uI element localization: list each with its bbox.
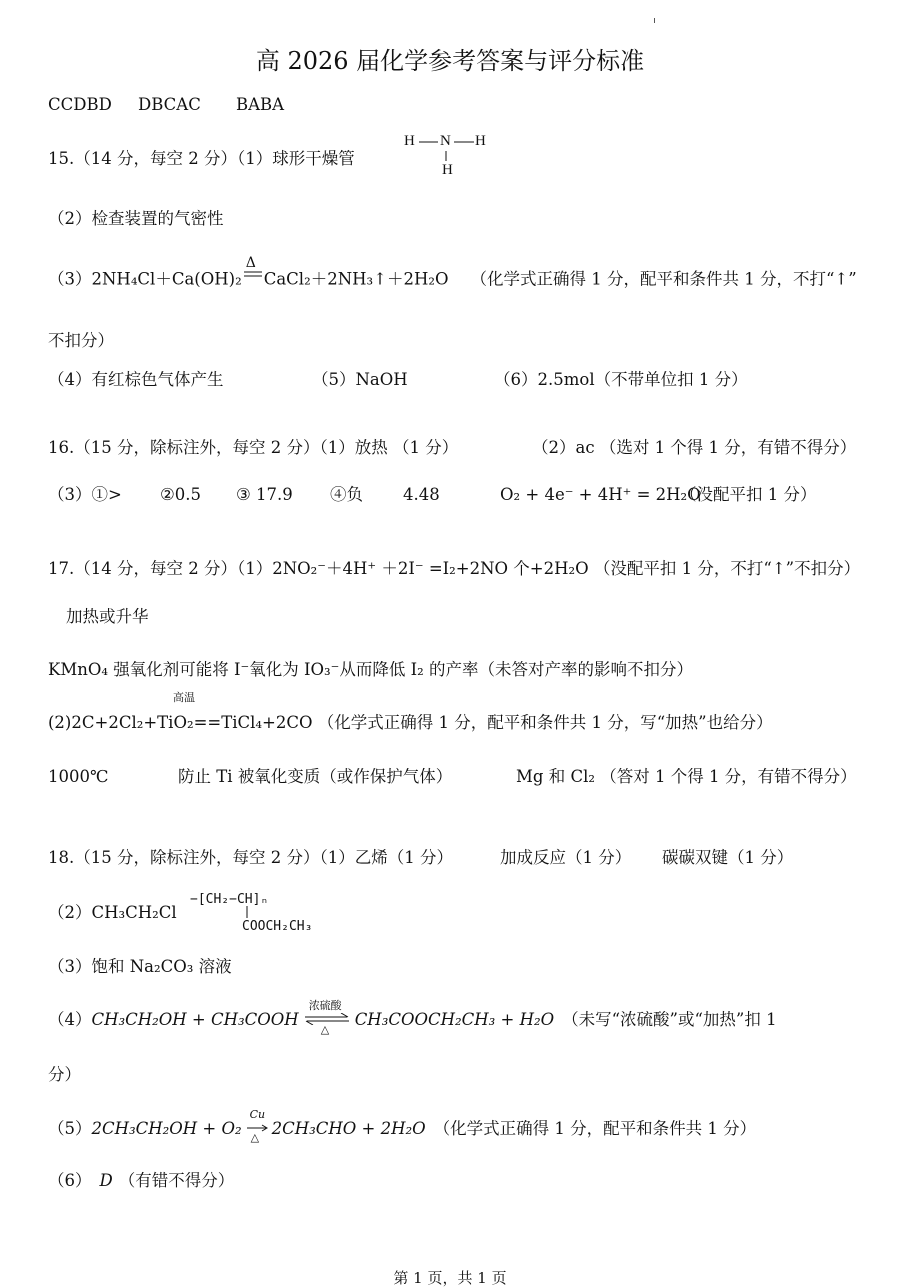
- q18-p4-eq-left: CH₃CH₂OH + CH₃COOH: [91, 1010, 299, 1029]
- q15-header: 15.（14 分，每空 2 分）（1）球形干燥管: [48, 149, 355, 168]
- q16-part3-3: ③ 17.9: [236, 485, 293, 504]
- q18-part3: （3）饱和 Na₂CO₃ 溶液: [48, 957, 232, 976]
- page-footer: 第 1 页，共 1 页: [393, 1269, 507, 1287]
- polymer-branch-bond: [244, 906, 250, 920]
- q17-header: 17.（14 分，每空 2 分）（1）2NO₂⁻＋4H⁺ ＋2I⁻ =I₂+2NO 个+2H₂O （没配平扣 1 分，不打“↑”不扣分）: [48, 559, 861, 578]
- q18-part4-note: 分）: [48, 1065, 81, 1084]
- q16-part3-4: ④负: [330, 485, 363, 504]
- q18-p4-note: （未写“浓硫酸”或“加热”扣 1: [562, 1010, 777, 1029]
- q18-p5-eq-right: 2CH₃CHO + 2H₂O: [271, 1119, 426, 1138]
- heat-condition: Δ: [245, 255, 256, 271]
- q17-part1-c: KMnO₄ 强氧化剂可能将 I⁻氧化为 IO₃⁻从而降低 I₂ 的产率（未答对产率的影响不扣分）: [48, 660, 693, 679]
- q17-part3-a: 1000℃: [48, 767, 109, 786]
- q18-p6-answer: D: [99, 1171, 113, 1190]
- q15-part4: （4）有红棕色气体产生: [48, 370, 224, 389]
- q15-eq-note: （化学式正确得 1 分，配平和条件共 1 分，不打“↑”: [470, 269, 857, 289]
- q18-p5-cond-top: Cu: [249, 1107, 266, 1121]
- q18-part4: [48, 998, 777, 1036]
- choice-answers-3: BABA: [236, 95, 285, 114]
- q18-part1-c: 碳碳双键（1 分）: [662, 848, 794, 867]
- q18-part2: （2）CH₃CH₂Cl: [48, 903, 177, 922]
- q16-part3-1: （3）①>: [48, 485, 122, 504]
- polymer-side-group: COOCH₂CH₃: [242, 919, 313, 934]
- q18-p6-label: （6）: [48, 1171, 92, 1190]
- q15-eq-left: （3）2NH₄Cl＋Ca(OH)₂: [48, 269, 242, 289]
- q15-part3-note: 不扣分）: [48, 331, 114, 350]
- choice-answers-1: CCDBD: [48, 95, 112, 114]
- q18-p5-label: （5）: [48, 1119, 92, 1138]
- q18-part1-b: 加成反应（1 分）: [500, 848, 632, 867]
- q16-part2: （2）ac （选对 1 个得 1 分，有错不得分）: [532, 438, 857, 457]
- scan-mark: [654, 18, 655, 23]
- q18-p5-arrow: [246, 1107, 268, 1144]
- q15-part2: （2）检查装置的气密性: [48, 209, 224, 228]
- q16-part3-note: （没配平扣 1 分）: [680, 485, 817, 504]
- q17-part1-b: 加热或升华: [66, 607, 149, 626]
- q15-part3: [48, 255, 857, 290]
- q18-p4-eq-right: CH₃COOCH₂CH₃ + H₂O: [354, 1010, 555, 1029]
- q16-part3-5: 4.48: [403, 485, 440, 504]
- structure-h-left: H: [404, 133, 415, 149]
- q15-part5: （5）NaOH: [312, 370, 408, 389]
- q18-header: 18.（15 分，除标注外，每空 2 分）（1）乙烯（1 分）: [48, 848, 453, 867]
- q18-p4-cond-bottom: △: [320, 1022, 330, 1036]
- q15-eq-right: CaCl₂＋2NH₃↑＋2H₂O: [263, 269, 449, 289]
- structure-n: N: [440, 133, 451, 149]
- q18-p4-arrow: [303, 998, 351, 1036]
- q18-p5-eq-left: 2CH₃CH₂OH + O₂: [91, 1119, 242, 1138]
- q16-part3-2: ②0.5: [160, 485, 202, 504]
- q18-part6: [48, 1172, 234, 1190]
- q18-p5-cond-bottom: △: [250, 1130, 260, 1144]
- structure-h-right: H: [475, 133, 486, 149]
- equals-sign-icon: [242, 268, 264, 282]
- polymer-chain: −[CH₂−CH]ₙ: [190, 892, 269, 907]
- q16-part3-6: O₂ + 4e⁻ + 4H⁺ = 2H₂O: [500, 485, 701, 504]
- q15-eq-sign: [242, 255, 264, 290]
- q17-part2: (2)2C+2Cl₂+TiO₂==TiCl₄+2CO （化学式正确得 1 分，配平和条件共 1 分，写“加热”也给分）: [48, 713, 773, 732]
- q17-condition: 高温: [173, 691, 195, 704]
- q18-p6-note: （有错不得分）: [118, 1171, 235, 1190]
- q17-part3-c: Mg 和 Cl₂ （答对 1 个得 1 分，有错不得分）: [516, 767, 857, 786]
- structure-h-bottom: H: [442, 162, 453, 178]
- q18-p4-cond-top: 浓硫酸: [308, 998, 342, 1012]
- choice-answers-2: DBCAC: [138, 95, 201, 114]
- q18-p5-note: （化学式正确得 1 分，配平和条件共 1 分）: [433, 1119, 757, 1138]
- q18-part5: [48, 1107, 757, 1144]
- q15-part6: （6）2.5mol（不带单位扣 1 分）: [494, 370, 748, 389]
- structure-bonds: [418, 131, 498, 171]
- q16-header: 16.（15 分，除标注外，每空 2 分）（1）放热 （1 分）: [48, 438, 459, 457]
- q18-p4-label: （4）: [48, 1010, 92, 1029]
- page-title: 高 2026 届化学参考答案与评分标准: [255, 47, 645, 75]
- q17-part3-b: 防止 Ti 被氧化变质（或作保护气体）: [178, 767, 453, 786]
